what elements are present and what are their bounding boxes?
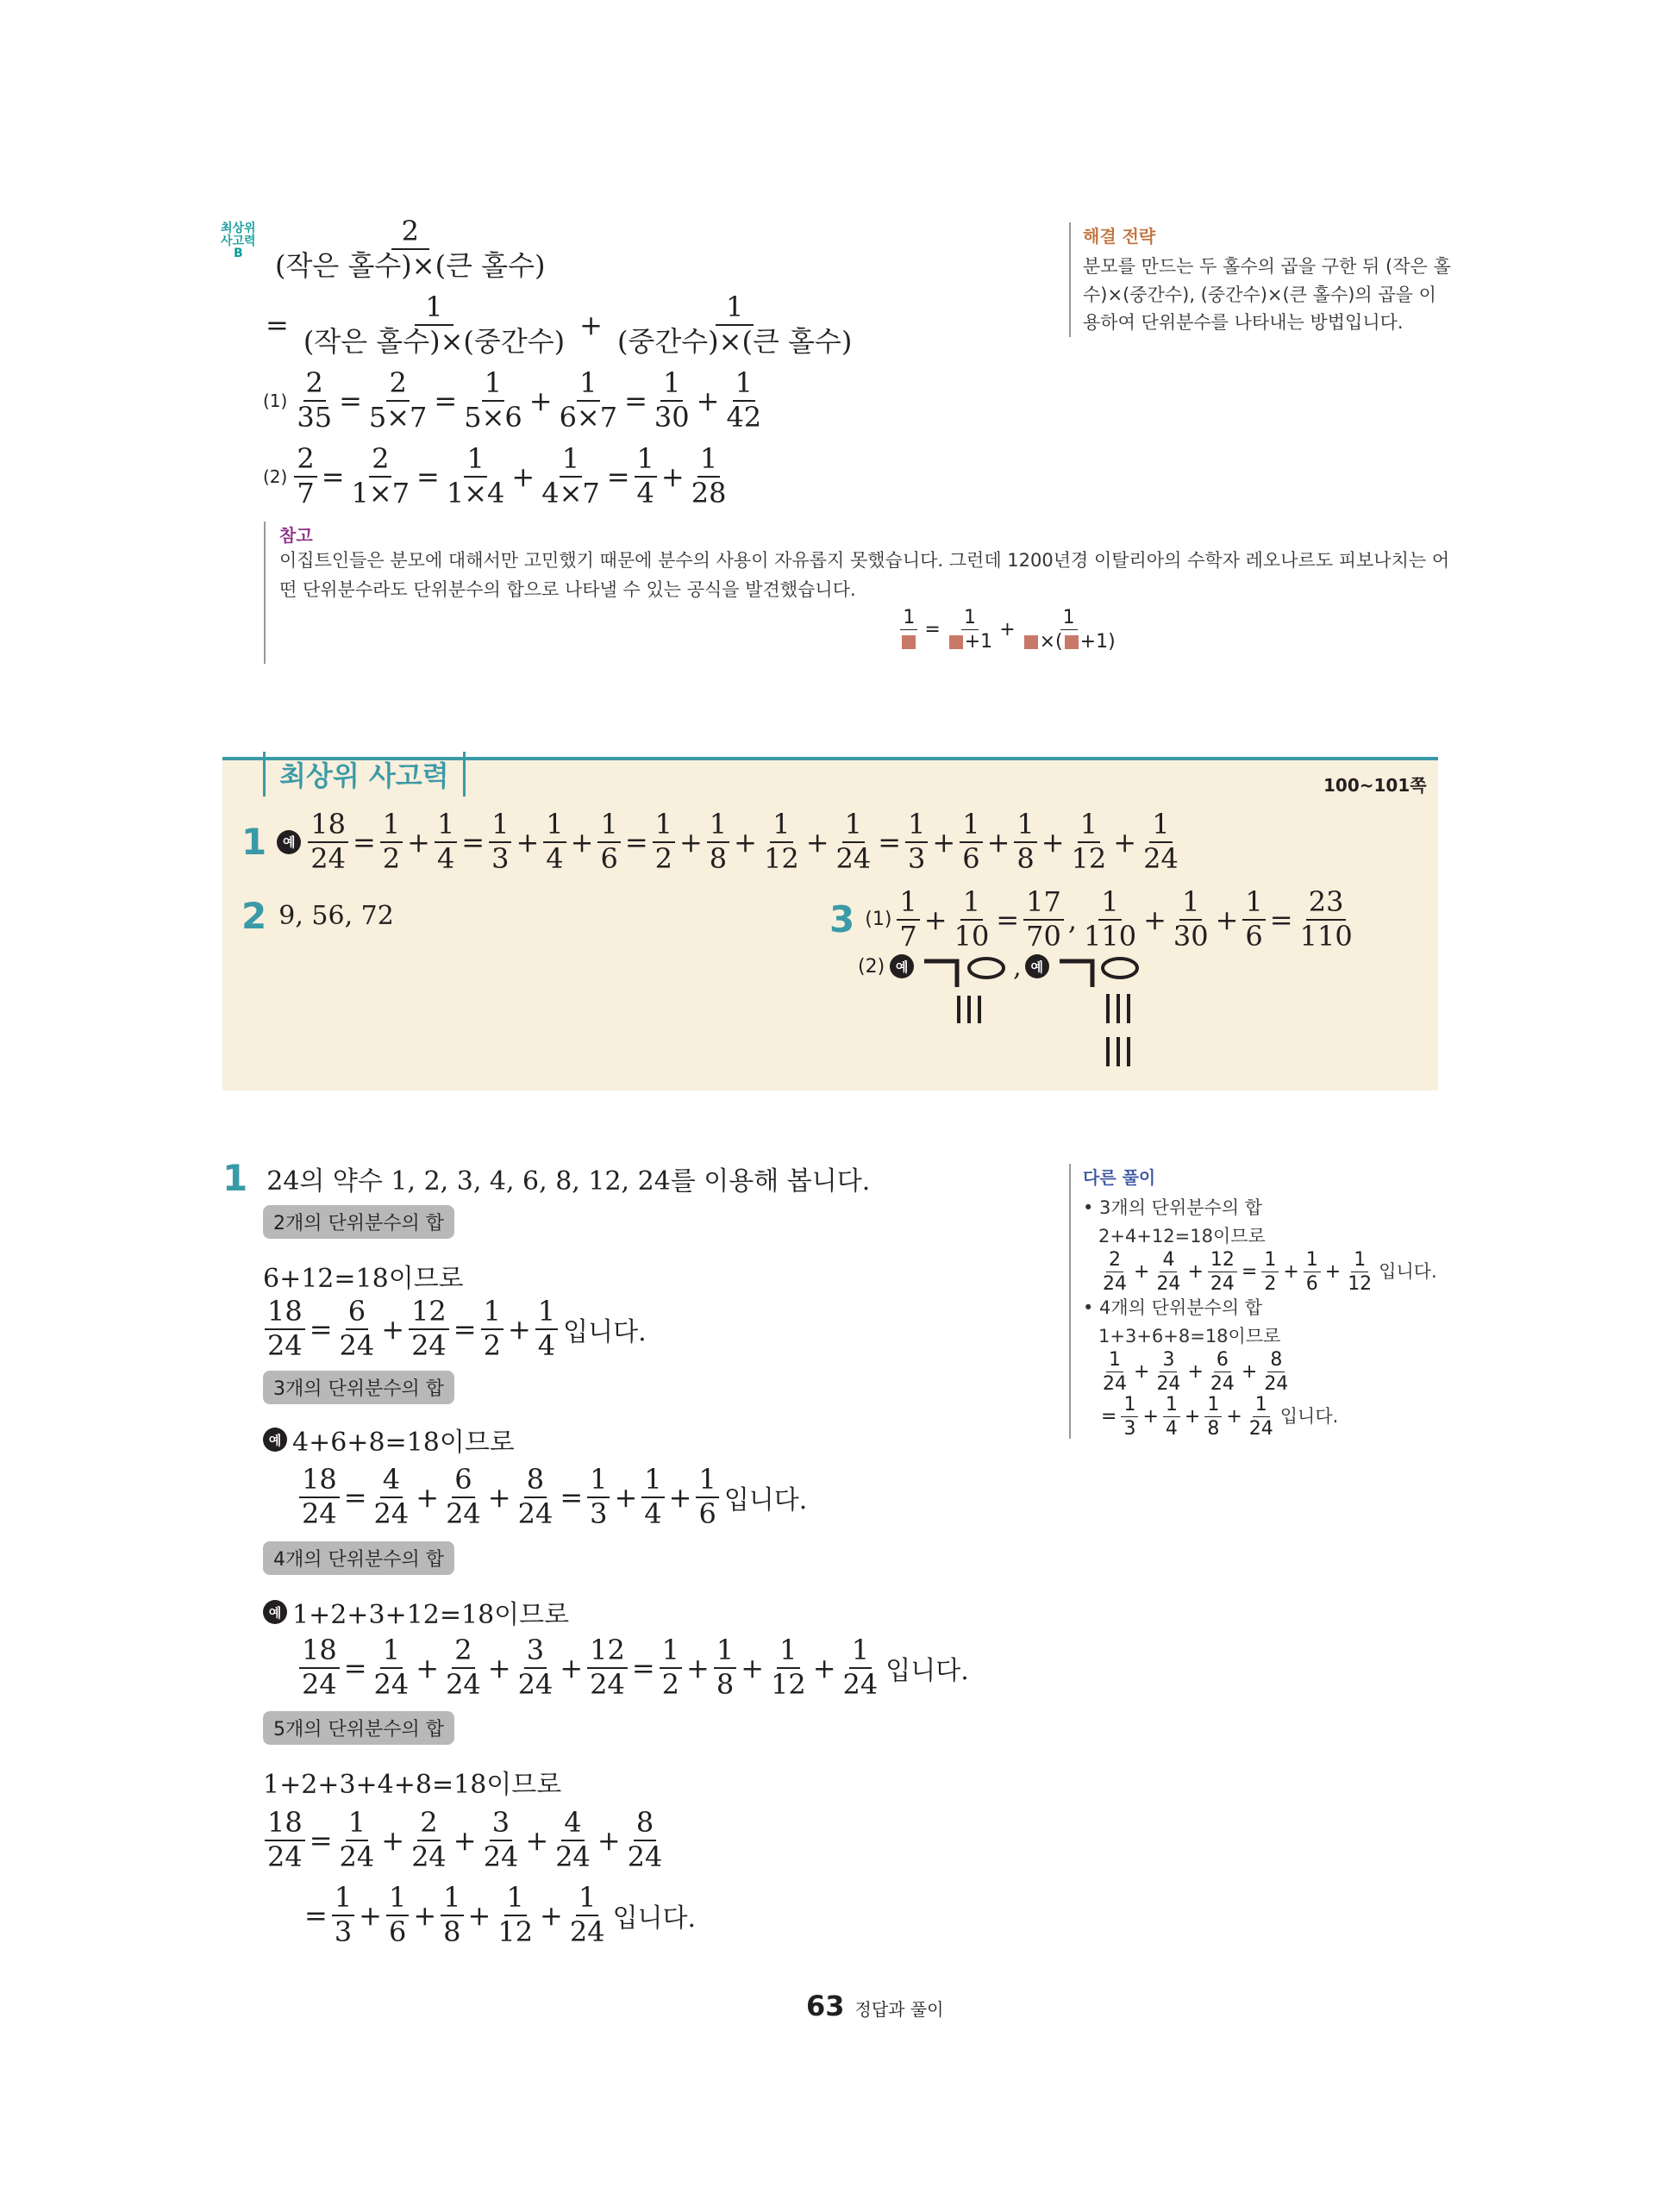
operator: + [734, 825, 757, 859]
square-placeholder-icon [949, 635, 963, 649]
square-placeholder-icon [1065, 635, 1079, 649]
operator: = [309, 1312, 333, 1346]
fraction: $\frac{1}{24}$ [1248, 1393, 1273, 1440]
fraction: $\frac{1}{12}$ [1071, 808, 1107, 875]
fraction: $\frac{1}{12}$ [771, 1634, 806, 1701]
operator: + [741, 1651, 764, 1684]
operator: + [453, 1823, 477, 1857]
operator: + [686, 1651, 710, 1684]
fraction: $\frac{18}{24}$ [265, 1809, 305, 1871]
alt-b1-equation: $\frac{2}{24}$ + $\frac{4}{24}$ + $\frac{12}{24}$ = $\frac{1}{2}$ + $\frac{1}{6}$ + $\frac{1}{12}$ 입니다. [1083, 1250, 1454, 1294]
operator: + [1134, 1361, 1150, 1384]
fraction: $\frac{12}{24}$ [409, 1297, 449, 1360]
alt-solution-box: 다른 풀이 • 3개의 단위분수의 합 2+4+12=18이므로 $\frac{2}{24}$ + $\frac{4}{24}$ + $\frac{12}{24}$ = $\frac{1}{2}$ + $\frac{1}{6}$ + $\frac{1}{12}$ 입니다. • 4개의 단위분수의 합 1+3+6+8=18이므로 $\frac{1}{24}$ + $\frac{3}{24}$ + $\frac{6}{24}$ + $\frac{8}{24}$ = $\frac{1}{3}$ + $\frac{1}{4}$ + $\frac{1}{8}$ + $\frac{1}{24}$ 입니다. [1069, 1164, 1454, 1439]
fraction: $\frac{4}{24}$ [1156, 1249, 1181, 1296]
fraction: $\frac{1}{6}$ [1242, 888, 1265, 951]
fraction: $\frac{1}{12}$ [497, 1881, 534, 1948]
operator: + [359, 1898, 382, 1932]
operator: = [343, 1480, 367, 1514]
fraction: $\frac{4}{24}$ [555, 1806, 591, 1873]
square-placeholder-icon [902, 635, 916, 649]
answer-q3-sequence [895, 885, 1356, 953]
section-3-line: 예 4+6+8=18이므로 [263, 1421, 515, 1459]
operator: + [416, 1480, 440, 1514]
fraction: $\frac{17}{70}$ [1023, 888, 1064, 951]
fraction: $\frac{12}{24}$ [587, 1636, 628, 1699]
fraction: $\frac{6}{24}$ [339, 1295, 375, 1362]
note-box: 참고 이집트인들은 분모에 대해서만 고민했기 때문에 분수의 사용이 자유롭지 못했습니다. 그런데 1200년경 이탈리아의 수학자 레오나르도 피보나치는 어떤 단위분수라도 단위분수의 합으로 나타낼 수 있는 공식을 발견했습니다. 1 = $\frac{1}{+1}$ + $\frac{1}{\times( +1)}$ [264, 522, 1460, 664]
section-3-label: 3개의 단위분수의 합 [263, 1371, 454, 1404]
fraction: $\frac{1}{4}$ [1163, 1395, 1180, 1439]
fraction: $\frac{4}{24}$ [373, 1463, 410, 1530]
operator: + [1187, 1261, 1204, 1284]
section-4-label: 4개의 단위분수의 합 [263, 1541, 454, 1575]
section-2-label: 2개의 단위분수의 합 [263, 1205, 454, 1239]
fraction: $\frac{1}{4}$ [535, 1297, 558, 1360]
section-4-equation: $\frac{18}{24}$ = $\frac{1}{24}$ + $\frac{2}{24}$ + $\frac{3}{24}$ + $\frac{12}{24}$ = $\frac{1}{2}$ + $\frac{1}{8}$ + $\frac{1}{12}$ + $\frac{1}{24}$ 입니다. [297, 1636, 969, 1699]
operator: + [1113, 825, 1137, 859]
section-5-label: 5개의 단위분수의 합 [263, 1711, 454, 1745]
fraction: $\frac{2}{24}$ [411, 1806, 447, 1873]
answer-q1-sequence [306, 810, 1183, 873]
section-5-equation [263, 1806, 666, 1873]
operator: , [1067, 903, 1077, 936]
operator: + [805, 825, 829, 859]
operator: = [624, 825, 648, 859]
fraction: $\frac{1}{4}$ [435, 810, 457, 873]
fraction: $\frac{1}{8}$ [714, 1636, 736, 1699]
fibonacci-formula: 1 = $\frac{1}{+1}$ + $\frac{1}{\times( +1)}$ [279, 608, 1460, 652]
operator: + [1143, 903, 1166, 936]
operator: = [309, 1823, 333, 1857]
square-placeholder-icon [1024, 635, 1038, 649]
fraction: $\frac{1}{110}$ [1084, 885, 1137, 953]
fraction: $\frac{1}{8}$ [1014, 810, 1036, 873]
fraction: $\frac{1}{12}$ [1348, 1249, 1373, 1296]
fraction: $\frac{18}{24}$ [308, 810, 348, 873]
egyptian-numeral-alt-icon [1054, 953, 1141, 1073]
fraction: $\frac{8}{24}$ [517, 1463, 554, 1530]
operator: = [304, 1898, 328, 1932]
operator: = [1101, 1405, 1117, 1428]
alt-b2-equation-2: = $\frac{1}{3}$ + $\frac{1}{4}$ + $\frac{1}{8}$ + $\frac{1}{24}$ 입니다. [1083, 1395, 1454, 1439]
operator: + [381, 1312, 405, 1346]
fraction: $\frac{12}{24}$ [1208, 1250, 1237, 1294]
section-3-equation: $\frac{18}{24}$ = $\frac{4}{24}$ + $\frac{6}{24}$ + $\frac{8}{24}$ = $\frac{1}{3}$ + $\frac{1}{4}$ + $\frac{1}{6}$ 입니다. [297, 1465, 807, 1528]
operator: + [381, 1823, 405, 1857]
fraction: $\frac{1}{7}$ [897, 888, 919, 951]
operator: = [453, 1312, 477, 1346]
section-4-line: 예 1+2+3+12=18이므로 [263, 1593, 569, 1631]
fraction: $\frac{1}{6}$ [386, 1884, 409, 1946]
fraction: $\frac{6}{24}$ [446, 1463, 481, 1530]
operator: + [597, 1823, 621, 1857]
fraction: $\frac{1}{4}$ [543, 810, 566, 873]
answer-pages: 100~101쪽 [1323, 775, 1427, 796]
operator: + [487, 1480, 511, 1514]
answer-q1: 1 예 $\frac{18}{24}$ = $\frac{1}{2}$ + $\frac{1}{4}$ = $\frac{1}{3}$ + $\frac{1}{4}$ + $\frac{1}{6}$ = $\frac{1}{2}$ + $\frac{1}{8}$ + $\frac{1}{12}$ + $\frac{1}{24}$ = $\frac{1}{3}$ + $\frac{1}{6}$ + $\frac{1}{8}$ + $\frac{1}{12}$ + $\frac{1}{24}$ [241, 810, 1183, 873]
fraction: $\frac{18}{24}$ [299, 1465, 340, 1528]
answer-q3-part1: 3 (1) $\frac{1}{7}$ + $\frac{1}{10}$ = $\frac{17}{70}$ , $\frac{1}{110}$ + $\frac{1}{30}$ + $\frac{1}{6}$ = $\frac{23}{110}$ [829, 888, 1357, 951]
operator: = [1241, 1261, 1258, 1284]
fraction: $\frac{6}{24}$ [1210, 1349, 1235, 1396]
fraction: $\frac{1}{2}$ [660, 1636, 682, 1699]
operator: + [416, 1651, 440, 1684]
section-5-line: 1+2+3+4+8=18이므로 [263, 1770, 562, 1800]
example-1: (1) $\frac{2}{35}$ = $\frac{2}{5\times 7}$ = $\frac{1}{5\times 6}$ + $\frac{1}{6\times 7}$ = $\frac{1}{30}$ + $\frac{1}{42}$ [263, 366, 762, 434]
alt-b2-equation [1083, 1350, 1454, 1394]
operator: + [1142, 1405, 1159, 1428]
section-2-line: 6+12=18이므로 [263, 1264, 464, 1294]
fraction: $\frac{1}{8}$ [1204, 1395, 1222, 1439]
fraction: $\frac{8}{24}$ [1264, 1349, 1289, 1396]
operator: + [516, 825, 540, 859]
fraction: $\frac{1}{24}$ [835, 808, 872, 875]
fraction: $\frac{1}{24}$ [339, 1806, 375, 1873]
operator: + [1215, 903, 1239, 936]
fraction: $\frac{3}{24}$ [1156, 1349, 1181, 1396]
fraction: $\frac{3}{24}$ [483, 1806, 519, 1873]
fraction: $\frac{1}{6}$ [696, 1465, 718, 1528]
fraction: $\frac{1}{3}$ [332, 1884, 354, 1946]
operator: + [487, 1651, 511, 1684]
operator: + [525, 1823, 549, 1857]
operator: + [668, 1480, 692, 1514]
example-2: (2) $\frac{2}{7}$ = $\frac{2}{1\times 7}$ = $\frac{1}{1\times 4}$ + $\frac{1}{4\times 7}$ = $\frac{1}{4}$ + $\frac{1}{28}$ [263, 442, 727, 509]
fraction: $\frac{1}{24}$ [842, 1634, 879, 1701]
solution-1-intro: 1 24의 약수 1, 2, 3, 4, 6, 8, 12, 24를 이용해 봅니다. [222, 1157, 871, 1199]
operator: + [560, 1651, 584, 1684]
operator: + [812, 1651, 836, 1684]
fraction: $\frac{1}{2}$ [653, 810, 675, 873]
operator: + [413, 1898, 437, 1932]
operator: + [932, 825, 956, 859]
fraction: $\frac{3}{24}$ [517, 1634, 554, 1701]
operator: + [1226, 1405, 1242, 1428]
operator: + [570, 825, 594, 859]
fraction: $\frac{1}{8}$ [707, 810, 729, 873]
fraction: $\frac{23}{110}$ [1299, 885, 1353, 953]
operator: = [461, 825, 485, 859]
operator: + [467, 1898, 491, 1932]
fraction: $\frac{1}{6}$ [960, 810, 982, 873]
fraction: $\frac{1}{10}$ [954, 885, 990, 953]
fraction: $\frac{1}{4}$ [641, 1465, 664, 1528]
fraction: $\frac{1}{24}$ [569, 1881, 605, 1948]
operator: = [352, 825, 376, 859]
fraction: $\frac{1}{3}$ [587, 1465, 610, 1528]
operator: + [1283, 1261, 1299, 1284]
operator: + [614, 1480, 638, 1514]
operator: + [540, 1898, 563, 1932]
fraction: $\frac{1}{3}$ [1121, 1395, 1138, 1439]
fraction: $\frac{1}{2}$ [1261, 1250, 1279, 1294]
fraction: $\frac{1}{3}$ [905, 810, 928, 873]
formula-top: $\frac{2}{\text{(작은 홀수)×(큰 홀수)}}$ [275, 215, 546, 282]
section-5-equation-2: = $\frac{1}{3}$ + $\frac{1}{6}$ + $\frac{1}{8}$ + $\frac{1}{12}$ + $\frac{1}{24}$ 입니다. [302, 1884, 696, 1946]
answer-title-frame: 최상위 사고력 [263, 752, 466, 797]
operator: + [1324, 1261, 1342, 1284]
fraction: $\frac{18}{24}$ [299, 1636, 340, 1699]
fraction: $\frac{1}{24}$ [1143, 808, 1179, 875]
fraction: $\frac{18}{24}$ [265, 1297, 305, 1360]
operator: + [986, 825, 1010, 859]
fraction: $\frac{1}{24}$ [1103, 1349, 1127, 1396]
operator: + [407, 825, 430, 859]
operator: + [507, 1312, 531, 1346]
operator: = [878, 825, 902, 859]
operator: = [343, 1651, 367, 1684]
operator: = [560, 1480, 584, 1514]
operator: + [1241, 1361, 1258, 1384]
fraction: $\frac{1}{6}$ [1304, 1250, 1321, 1294]
strategy-box: 해결 전략 분모를 만드는 두 홀수의 곱을 구한 뒤 (작은 홀수)×(중간수), (중간수)×(큰 홀수)의 곱을 이용하여 단위분수를 나타내는 방법입니다. [1069, 222, 1454, 337]
level-tag: 최상위 사고력 B [221, 222, 256, 261]
operator: + [1041, 825, 1065, 859]
operator: = [996, 903, 1020, 936]
fraction: $\frac{1}{30}$ [1173, 885, 1209, 953]
fraction: $\frac{2}{24}$ [446, 1634, 481, 1701]
operator: = [1269, 903, 1293, 936]
fraction: $\frac{1}{8}$ [441, 1884, 463, 1946]
section-2-equation: $\frac{18}{24}$ = $\frac{6}{24}$ + $\frac{12}{24}$ = $\frac{1}{2}$ + $\frac{1}{4}$ 입니다. [263, 1297, 647, 1360]
fraction: $\frac{1}{3}$ [489, 810, 511, 873]
answer-q3-part2: (2) 예 , 예 [858, 953, 1141, 1073]
fraction: $\frac{2}{24}$ [1103, 1249, 1127, 1296]
operator: + [1184, 1405, 1201, 1428]
fraction: $\frac{8}{24}$ [627, 1806, 663, 1873]
fraction: $\frac{1}{24}$ [373, 1634, 410, 1701]
fraction: $\frac{1}{12}$ [763, 808, 799, 875]
operator: + [679, 825, 703, 859]
egyptian-numeral-icon [919, 953, 1010, 1030]
fraction: $\frac{1}{2}$ [481, 1297, 504, 1360]
page-footer: 63 정답과 풀이 [806, 1990, 944, 2022]
fraction: $\frac{1}{6}$ [597, 810, 620, 873]
operator: + [1187, 1361, 1204, 1384]
operator: + [1134, 1261, 1150, 1284]
formula-split: = $\frac{1}{\text{(작은 홀수)×(중간수)}}$ + $\frac{1}{\text{(중간수)×(큰 홀수)}}$ [266, 291, 853, 358]
answer-q2: 2 9, 56, 72 [241, 895, 394, 937]
fraction: $\frac{1}{2}$ [380, 810, 403, 873]
operator: + [923, 903, 948, 936]
operator: = [631, 1651, 655, 1684]
